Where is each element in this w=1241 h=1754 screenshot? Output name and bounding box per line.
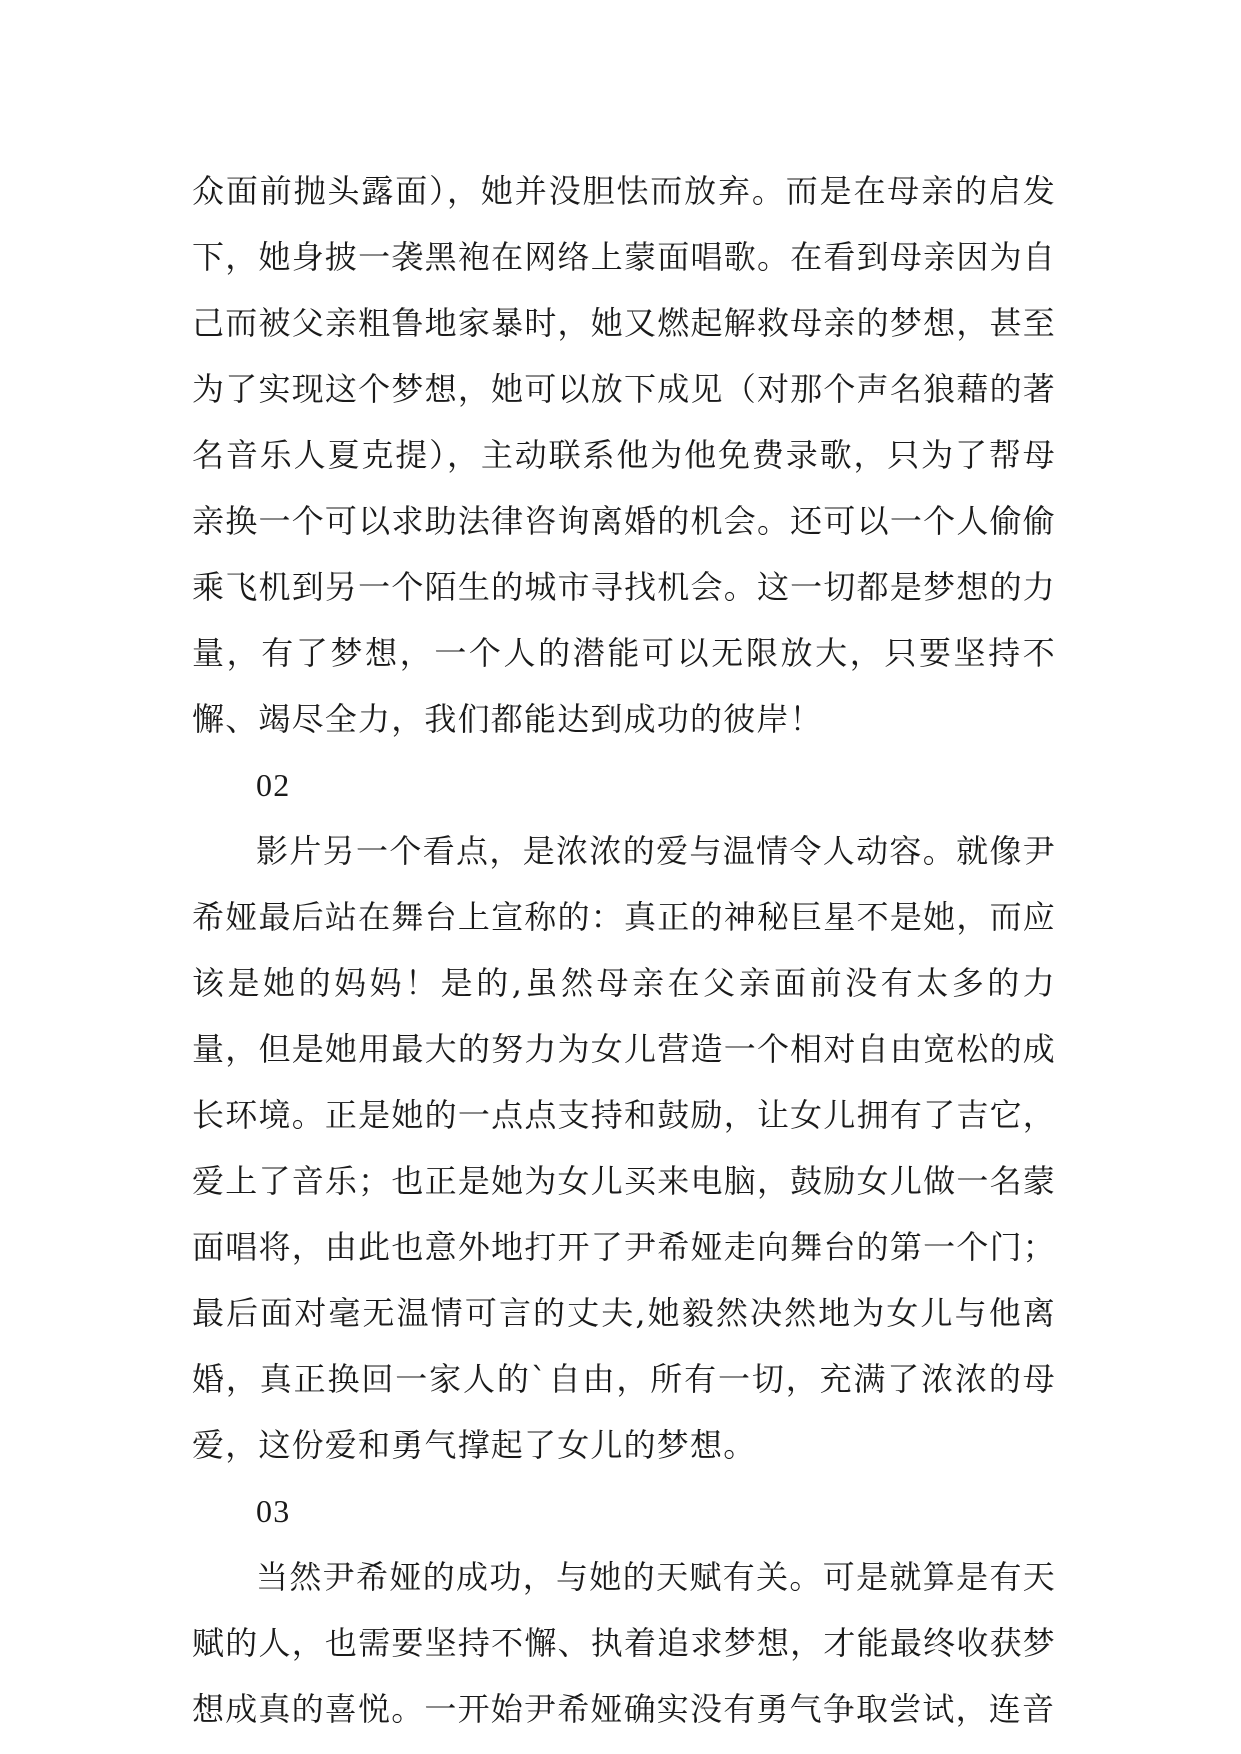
section-3-paragraph: 当然尹希娅的成功，与她的天赋有关。可是就算是有天赋的人，也需要坚持不懈、执着追求梦想，才能最终收获梦想成真的喜悦。一开始尹希娅确实没有勇气争取尝试，连音 (192, 1558, 1056, 1728)
section-2-paragraph: 影片另一个看点，是浓浓的爱与温情令人动容。就像尹希娅最后站在舞台上宣称的：真正的神秘巨星不是她，而应该是她的妈妈！是的,虽然母亲在父亲面前没有太多的力量，但是她用最大的努力为女儿营造一个相对自由宽松的成长环境。正是她的一点点支持和鼓励，让女儿拥有了吉它，爱上了音乐；也正是她为女儿买来电脑，鼓励女儿做一名蒙面唱将，由此也意外地打开了尹希娅走向舞台的第一个门；最后面对毫无温情可言的丈夫,她毅然决然地为女儿与他离婚，真正换回一家人的`自由，所有一切，充满了浓浓的母爱，这份爱和勇气撑起了女儿的梦想。 (192, 832, 1056, 1464)
section-number-02: 02 (256, 767, 291, 803)
paragraph-continuation: 众面前抛头露面），她并没胆怯而放弃。而是在母亲的启发下，她身披一袭黑袍在网络上蒙面唱歌。在看到母亲因为自己而被父亲粗鲁地家暴时，她又燃起解救母亲的梦想，甚至为了实现这个梦想，她可以放下成见（对那个声名狼藉的著名音乐人夏克提），主动联系他为他免费录歌，只为了帮母亲换一个可以求助法律咨询离婚的机会。还可以一个人偷偷乘飞机到另一个陌生的城市寻找机会。这一切都是梦想的力量，有了梦想，一个人的潜能可以无限放大，只要坚持不懈、竭尽全力，我们都能达到成功的彼岸！ (192, 172, 1056, 738)
document-body (192, 158, 1056, 1742)
section-number-03: 03 (256, 1493, 291, 1529)
